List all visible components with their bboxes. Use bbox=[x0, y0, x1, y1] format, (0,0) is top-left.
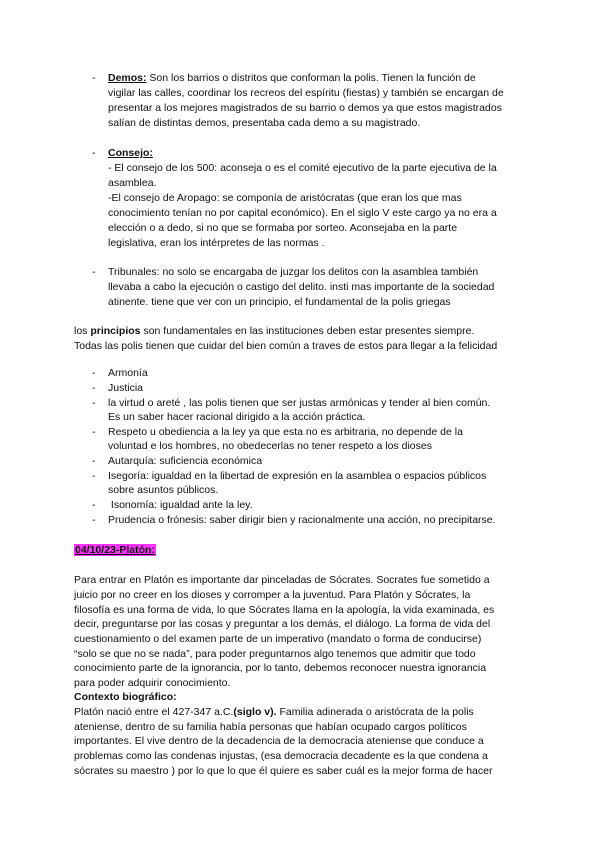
demos-line-3: presentar a los mejores magistrados de su barrio o demos ya que estos magistrados bbox=[108, 102, 502, 114]
platon-line-2: juicio por no creer en los dioses y corromper a la juventud. Para Platón y Sócrates, la bbox=[74, 589, 471, 601]
principios-bold: principios bbox=[90, 325, 141, 337]
list-item: Respeto u obediencia a la ley ya que esta no es arbitraria, no depende de la bbox=[108, 426, 463, 438]
list-item: Justicia bbox=[108, 382, 144, 394]
consejo-line-1: - El consejo de los 500: aconseja o es el comité ejecutivo de la parte ejecutiva de la bbox=[108, 162, 497, 174]
consejo-line-3: -El consejo de Aropago: se componía de aristócratas (que eran los que mas bbox=[108, 192, 462, 204]
principios-line-2: Todas las polis tienen que cuidar del bien común a traves de estos para llegar a la felicidad bbox=[74, 340, 498, 352]
demos-line-1 bbox=[108, 71, 476, 85]
consejo-line-6: legislativa, eran los intérpretes de las normas . bbox=[108, 237, 325, 249]
list-item: Isonomía: igualdad ante la ley. bbox=[108, 499, 253, 511]
bullet-dash: - bbox=[92, 397, 96, 409]
demos-line-4: salían de distintas demos, presentaba cada demo a su magistrado. bbox=[108, 117, 421, 129]
list-item-cont: voluntad e los hombres, no obedecerlas no tener respeto a los dioses bbox=[108, 440, 432, 452]
bullet-dash: - bbox=[92, 367, 96, 379]
contexto-line-2: ateniense, dentro de su familia había personas que habían ocupado cargos políticos bbox=[74, 721, 467, 733]
tribunales-line-3: atinente. tiene que ver con un principio, el fundamental de la polis griegas bbox=[108, 296, 451, 308]
consejo-line-5: elección o a dedo, si no que se formaba por sorteo. Aconsejaba en la parte bbox=[108, 222, 458, 234]
list-item: la virtud o areté , las polis tienen que ser justas armónicas y tender al bien común. bbox=[108, 397, 491, 409]
platon-line-1: Para entrar en Platón es importante dar pinceladas de Sócrates. Socrates fue sometido a bbox=[74, 574, 490, 586]
tribunales-line-1: Tribunales: no solo se encargaba de juzgar los delitos con la asamblea también bbox=[108, 266, 479, 278]
bullet-dash: - bbox=[92, 514, 96, 526]
contexto-line-4: problemas como las condenas injustas, (esa democracia decadente es la que condena a bbox=[74, 750, 488, 762]
list-item: Isegoría: igualdad en la libertad de expresión en la asamblea o espacios públicos bbox=[108, 470, 487, 482]
contexto-line-3: importantes. El vive dentro de la decadencia de la democracia ateniense que conduce a bbox=[74, 735, 484, 747]
platon-line-3: filosofía es una forma de vida, lo que Sócrates llama en la apología, la vida examinada, es bbox=[74, 604, 495, 616]
bullet-dash: - bbox=[92, 470, 96, 482]
bullet-dash: - bbox=[92, 147, 96, 159]
platon-line-7: conocimiento parte de la ignorancia, por lo tanto, debemos reconocer nuestra ignorancia bbox=[74, 662, 487, 674]
bullet-dash: - bbox=[92, 426, 96, 438]
section-heading bbox=[74, 543, 156, 557]
list-item: Autarquía: suficiencia económica bbox=[108, 455, 263, 467]
demos-text: Son los barrios o distritos que conforman la polis. Tienen la función de bbox=[146, 72, 476, 84]
list-item-cont: sobre asuntos públicos. bbox=[108, 484, 219, 496]
consejo-label-text: Consejo: bbox=[108, 147, 153, 159]
bullet-dash: - bbox=[92, 266, 96, 278]
bullet-dash: - bbox=[92, 382, 96, 394]
platon-line-4: decir, preguntarse por las cosas y preguntar a los demás, el diálogo. La forma de vida del bbox=[74, 618, 491, 630]
list-item: Armonía bbox=[108, 367, 148, 379]
tribunales-line-2: llevaba a cabo la ejecución o castigo del delito. insti mas importante de la sociedad bbox=[108, 281, 495, 293]
consejo-label bbox=[108, 146, 153, 160]
highlighted-date-title: 04/10/23-Platón: bbox=[75, 544, 155, 556]
list-item: Prudencia o frónesis: saber dirigir bien y racionalmente una acción, no precipitarse. bbox=[108, 514, 496, 526]
consejo-line-4: conocimiento tenían no por capital económico). En el siglo V este cargo ya no era a bbox=[108, 207, 497, 219]
bullet-dash: - bbox=[92, 499, 96, 511]
platon-line-5: cuestionamiento o del examen parte de un imperativo (mandato o forma de conducirse) bbox=[74, 633, 482, 645]
contexto-line-5: sócrates su maestro ) por lo que lo que él quiere es saber cuál es la mejor forma de hacer bbox=[74, 765, 493, 777]
list-item-cont: Es un saber hacer racional dirigido a la acción práctica. bbox=[108, 411, 366, 423]
contexto-title: Contexto biográfico: bbox=[74, 691, 177, 703]
bullet-dash: - bbox=[92, 72, 96, 84]
bullet-dash: - bbox=[92, 455, 96, 467]
principios-line-1: los principios son fundamentales en las instituciones deben estar presentes siempre. bbox=[74, 325, 475, 337]
contexto-line-1: Platón nació entre el 427-347 a.C.(siglo v). Familia adinerada o aristócrata de la polis bbox=[74, 706, 474, 718]
demos-label: Demos: bbox=[108, 72, 147, 84]
platon-line-8: para poder adquirir conocimiento. bbox=[74, 677, 231, 689]
demos-line-2: vigilar las calles, coordinar los recreos del espíritu (fiestas) y también se encargan de bbox=[108, 87, 504, 99]
platon-line-6: “solo se que no se nada”, para poder preguntarnos algo tenemos que admitir que todo bbox=[74, 648, 476, 660]
consejo-line-2: asamblea. bbox=[108, 177, 157, 189]
